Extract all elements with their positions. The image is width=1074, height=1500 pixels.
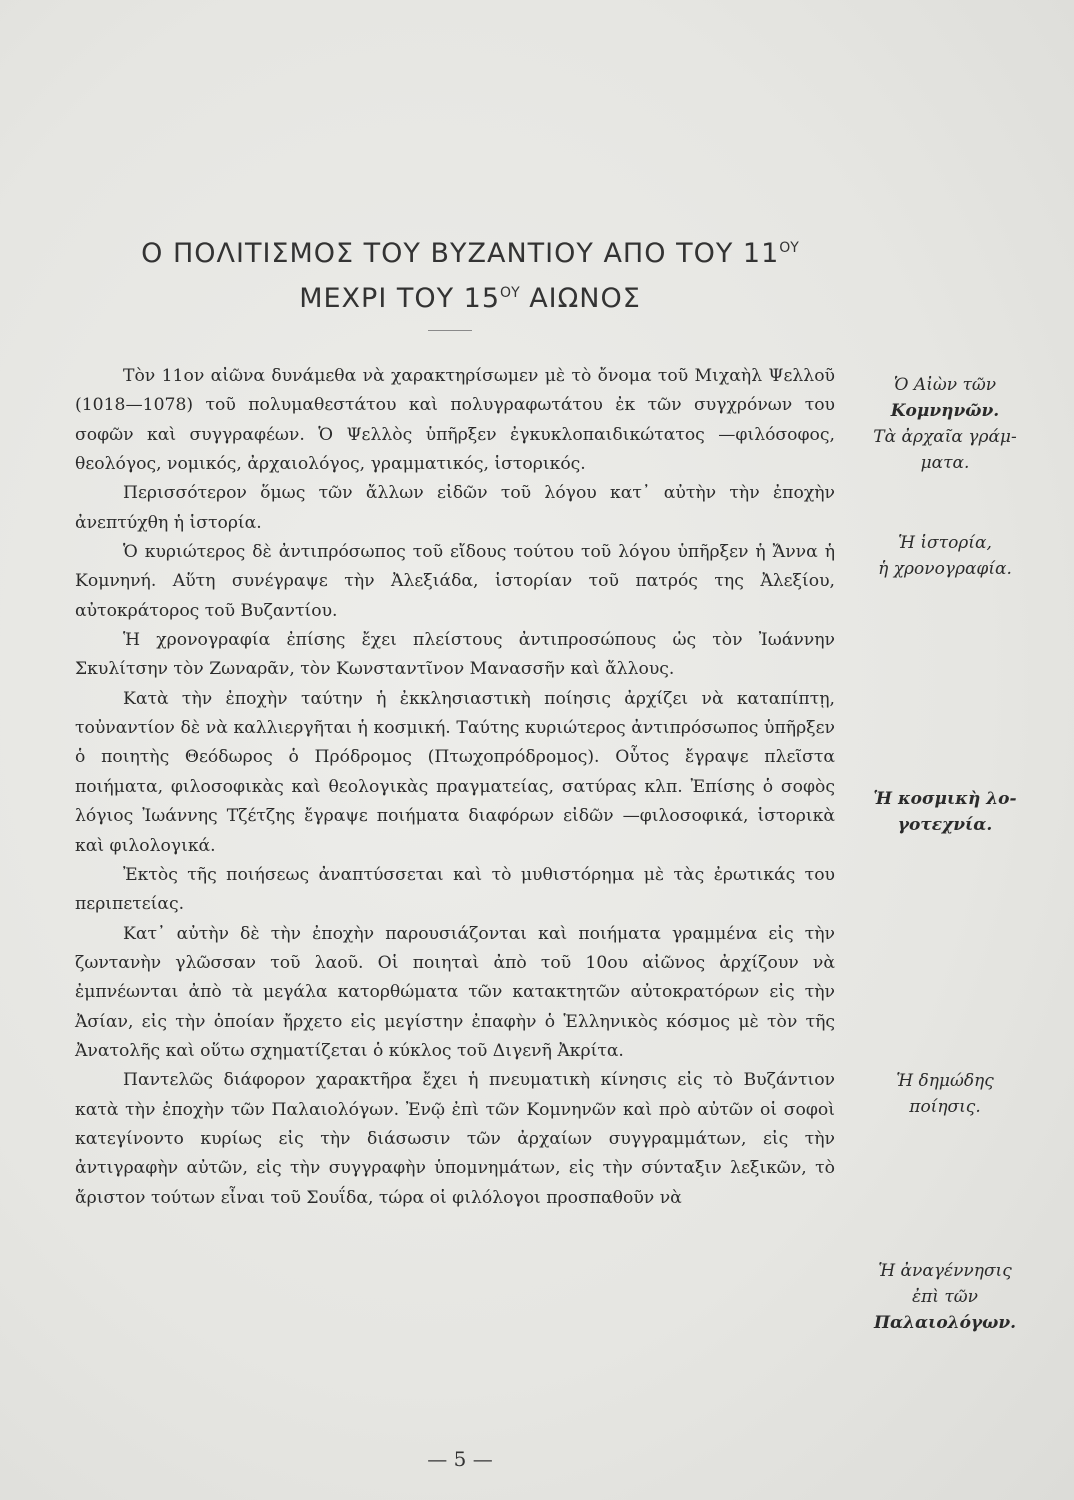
paragraph-palaiologan: Παντελῶς διάφορον χαρακτῆρα ἔχει ἡ πνευματικὴ κίνησις εἰς τὸ Βυζάντιον κατὰ τὴν ἐποχὴν τῶν Παλαιολόγων. Ἐνῷ ἐπὶ τῶν Κομνηνῶν καὶ πρὸ αὐτῶν οἱ σοφοὶ κατεγίνοντο κυρίως εἰς τὴν διάσωσιν τῶν ἀρχαίων συγγραμμάτων, εἰς τὴν ἀντιγραφὴν αὐτῶν, εἰς τὴν συγγραφὴν ὑπομνημάτων, εἰς τὴν σύνταξιν λεξικῶν, τὸ ἄριστον τούτων εἶναι τοῦ Σουΐδα, τώρα οἱ φιλόλογοι προσπαθοῦν νὰ — [75, 1070, 835, 1208]
page-title-line-2: ΜΕΧΡΙ ΤΟΥ $15^{O\Upsilon}$ ΑΙΩΝΟΣ — [299, 283, 641, 314]
side-note-renaissance: Ἡ ἀναγέννησις ἐπὶ τῶν Παλαιολόγων. — [873, 1261, 1017, 1333]
paragraph-novel: Ἐκτὸς τῆς ποιήσεως ἀναπτύσσεται καὶ τὸ μυθιστόρημα μὲ τὰς ἐρωτικάς του περιπετείας. — [75, 864, 835, 915]
paragraph-folk-poetry: Κατ᾽ αὐτὴν δὲ τὴν ἐποχὴν παρουσιάζονται καὶ ποιήματα γραμμένα εἰς τὴν ζωντανὴν γλῶσσαν τοῦ λαοῦ. Οἱ ποιηταὶ ἀπὸ τοῦ 10ου αἰῶνος ἀρχίζουν νὰ ἐμπνέωνται ἀπὸ τὰ μεγάλα κατορθώματα τῶν κατακτητῶν αὐτοκρατόρων εἰς τὴν Ἀσίαν, εἰς τὴν ὁποίαν ἤρχετο εἰς μεγίστην ἐπαφὴν ὁ Ἑλληνικὸς κόσμος μὲ τὸν τῆς Ἀνατολῆς καὶ οὕτω σχηματίζεται ὁ κύκλος τοῦ Διγενῆ Ἀκρίτα. — [75, 923, 835, 1061]
paragraph-chronography: Ἡ χρονογραφία ἐπίσης ἔχει πλείστους ἀντιπροσώπους ὡς τὸν Ἰωάννην Σκυλίτσην τὸν Ζωναρᾶν, τὸν Κωνσταντῖνον Μανασσῆν καὶ ἄλλους. — [75, 630, 835, 680]
body-text — [75, 362, 835, 1213]
side-note-history: Ἡ ἱστορία, ἡ χρονογραφία. — [878, 533, 1012, 579]
side-note-folk-poetry: Ἡ δημώδης ποίησις. — [896, 1071, 994, 1117]
page-number: — 5 — — [427, 1447, 493, 1471]
side-note-secular-literature: Ἡ κοσμικὴ λο- γοτεχνία. — [873, 789, 1017, 835]
paragraph-psellos: Τὸν 11ον αἰῶνα δυνάμεθα νὰ χαρακτηρίσωμεν μὲ τὸ ὄνομα τοῦ Μιχαὴλ Ψελλοῦ (1018—1078) τοῦ πολυμαθεστάτου καὶ πολυγραφωτάτου ἐκ τῶν συγχρόνων του σοφῶν καὶ συγγραφέων. Ὁ Ψελλὸς ὑπῆρξεν ἐγκυκλοπαιδικώτατος —φιλόσοφος, θεολόγος, νομικός, ἀρχαιολόγος, γραμματικός, ἱστορικός. — [75, 366, 835, 475]
paragraph-anna-komnene: Ὁ κυριώτερος δὲ ἀντιπρόσωπος τοῦ εἴδους τούτου τοῦ λόγου ὑπῆρξεν ἡ Ἄννα ἡ Κομνηνή. Αὕτη συνέγραψε τὴν Ἀλεξιάδα, ἱστορίαν τοῦ πατρός της Ἀλεξίου, αὐτοκράτορος τοῦ Βυζαντίου. — [75, 542, 835, 621]
side-note-komnenian-age: Ὁ Αἰὼν τῶν Κομνηνῶν. Τὰ ἀρχαῖα γράμ- ματα. — [873, 375, 1017, 473]
paragraph-history: Περισσότερον ὅμως τῶν ἄλλων εἰδῶν τοῦ λόγου κατ᾽ αὐτὴν τὴν ἐποχὴν ἀνεπτύχθη ἡ ἱστορία. — [75, 483, 835, 533]
page-title-line-1: Ο ΠΟΛΙΤΙΣΜΟΣ ΤΟΥ ΒΥΖΑΝΤΙΟΥ ΑΠΟ ΤΟΥ $11^{O\Upsilon}$ — [141, 238, 799, 269]
title-divider — [428, 330, 472, 331]
paragraph-secular-poetry: Κατὰ τὴν ἐποχὴν ταύτην ἡ ἐκκλησιαστικὴ ποίησις ἀρχίζει νὰ καταπίπτῃ, τοὐναντίον δὲ νὰ καλλιεργῆται ἡ κοσμική. Ταύτης κυριώτερος ἀντιπρόσωπος ὑπῆρξεν ὁ ποιητὴς Θεόδωρος ὁ Πρόδρομος (Πτωχοπρόδρομος). Οὗτος ἔγραψε πλεῖστα ποιήματα, φιλοσοφικὰς καὶ θεολογικὰς πραγματείας, σατύρας κλπ. Ἐπίσης ὁ σοφὸς λόγιος Ἰωάννης Τζέτζης ἔγραψε ποιήματα διαφόρων εἰδῶν —φιλοσοφικά, ἱστορικὰ καὶ φιλολογικά. — [75, 688, 835, 856]
